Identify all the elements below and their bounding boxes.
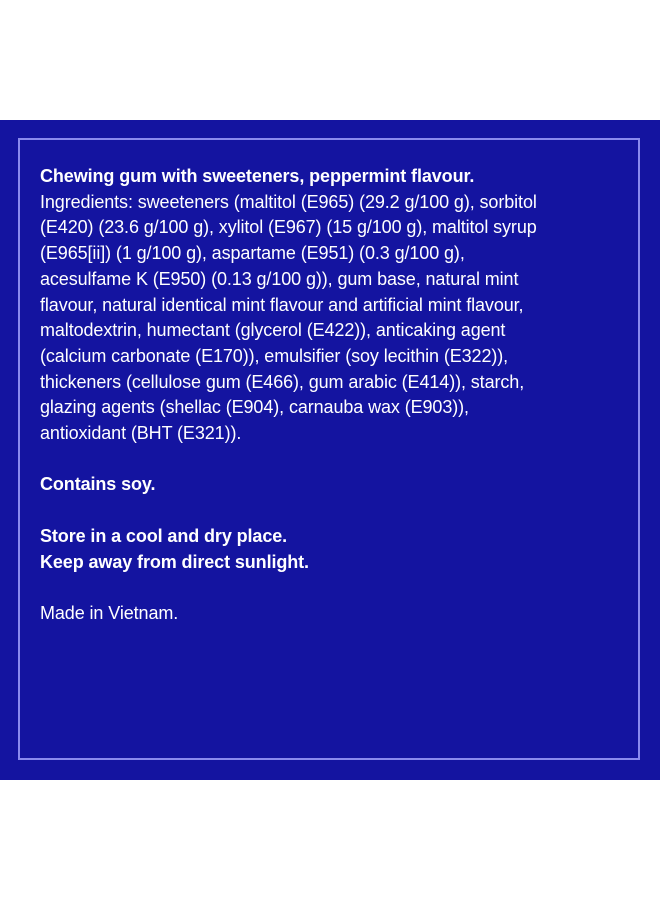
ingredients-line: flavour, natural identical mint flavour and artificial mint flavour, bbox=[40, 294, 524, 315]
storage-instruction: Store in a cool and dry place. bbox=[40, 525, 288, 546]
label-text-block bbox=[40, 164, 620, 627]
ingredients-list bbox=[40, 190, 620, 447]
origin-statement: Made in Vietnam. bbox=[40, 602, 179, 623]
product-name: Chewing gum with sweeteners, peppermint flavour. bbox=[40, 166, 475, 186]
ingredients-line: (calcium carbonate (E170)), emulsifier (soy lecithin (E322)), bbox=[40, 345, 509, 366]
ingredients-line: glazing agents (shellac (E904), carnauba wax (E903)), bbox=[40, 397, 469, 418]
ingredients-line: antioxidant (BHT (E321)). bbox=[40, 423, 242, 444]
ingredients-line: maltodextrin, humectant (glycerol (E422)), anticaking agent bbox=[40, 320, 506, 341]
ingredients-line: (E965[ii]) (1 g/100 g), aspartame (E951) (0.3 g/100 g), bbox=[40, 243, 465, 264]
allergen-statement: Contains soy. bbox=[40, 474, 156, 495]
storage-instruction: Keep away from direct sunlight. bbox=[40, 551, 309, 572]
ingredients-line: (E420) (23.6 g/100 g), xylitol (E967) (15 g/100 g), maltitol syrup bbox=[40, 217, 537, 238]
ingredients-line: thickeners (cellulose gum (E466), gum arabic (E414)), starch, bbox=[40, 371, 525, 392]
ingredients-line: acesulfame K (E950) (0.13 g/100 g)), gum base, natural mint bbox=[40, 268, 519, 289]
nutrition-label-panel bbox=[0, 120, 660, 780]
ingredients-line: Ingredients: sweeteners (maltitol (E965) (29.2 g/100 g), sorbitol bbox=[40, 191, 537, 212]
